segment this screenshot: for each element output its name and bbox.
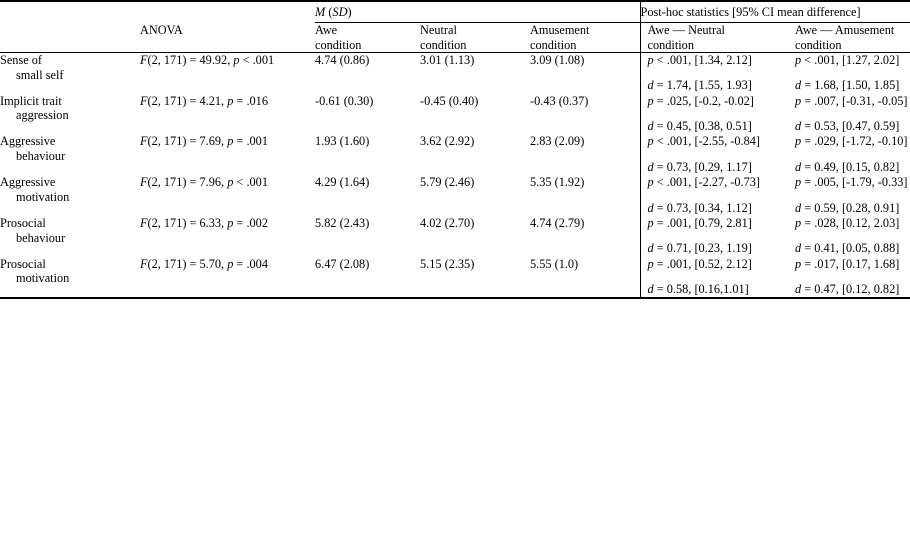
header-awe-line1: Awe bbox=[315, 23, 338, 37]
row-5-posthoc-awe-amusement bbox=[788, 257, 910, 299]
header-group-msd bbox=[315, 1, 640, 23]
header-neutral-line1: Neutral bbox=[420, 23, 457, 37]
header-anova: ANOVA bbox=[140, 23, 315, 53]
table-row bbox=[0, 134, 910, 175]
header-anova-spacer bbox=[140, 1, 315, 23]
row-1-posthoc-awe-neutral bbox=[640, 94, 788, 135]
header-awe-line2: condition bbox=[315, 37, 362, 52]
header-neutral-line2: condition bbox=[420, 37, 467, 52]
row-4-ph2-p: p = .028, [0.12, 2.03] bbox=[795, 215, 900, 230]
row-3-ph1-p: p < .001, [-2.27, -0.73] bbox=[647, 175, 761, 190]
header-posthoc-awe-amusement bbox=[788, 23, 910, 53]
header-group-posthoc bbox=[640, 1, 910, 23]
row-label-5-line2: motivation bbox=[16, 271, 70, 286]
header-posthoc-awe-amusement-line2: condition bbox=[795, 37, 842, 52]
table-row bbox=[0, 216, 910, 257]
row-3-ph1-d: d = 0.73, [0.34, 1.12] bbox=[647, 200, 752, 215]
row-1-neutral: -0.45 (0.40) bbox=[420, 93, 479, 108]
row-2-ph2-p: p = .029, [-1.72, -0.10] bbox=[795, 134, 908, 149]
row-label-1-line1: Implicit trait bbox=[0, 93, 62, 108]
header-posthoc-awe-neutral bbox=[640, 23, 788, 53]
header-empty-corner bbox=[0, 1, 140, 23]
row-2-neutral: 3.62 (2.92) bbox=[420, 134, 475, 149]
row-5-anova: F(2, 171) = 5.70, p = .004 bbox=[140, 257, 315, 299]
header-posthoc-awe-amusement-line1: Awe — Amusement bbox=[795, 23, 895, 37]
row-label-2-line1: Aggressive bbox=[0, 134, 56, 149]
row-5-ph2-d: d = 0.47, [0.12, 0.82] bbox=[795, 281, 900, 296]
row-4-awe: 5.82 (2.43) bbox=[315, 215, 370, 230]
row-5-ph2-p: p = .017, [0.17, 1.68] bbox=[795, 256, 900, 271]
row-4-neutral: 4.02 (2.70) bbox=[420, 215, 475, 230]
row-1-awe: -0.61 (0.30) bbox=[315, 93, 374, 108]
table-row bbox=[0, 175, 910, 216]
row-2-posthoc-awe-neutral bbox=[640, 134, 788, 175]
row-label-3-line1: Aggressive bbox=[0, 175, 56, 190]
row-3-posthoc-awe-amusement bbox=[788, 175, 910, 216]
row-0-ph1-d: d = 1.74, [1.55, 1.93] bbox=[647, 78, 752, 93]
row-5-neutral: 5.15 (2.35) bbox=[420, 257, 530, 299]
table-row bbox=[0, 94, 910, 135]
header-measure bbox=[0, 23, 140, 53]
row-5-ph1-d: d = 0.58, [0.16,1.01] bbox=[647, 281, 749, 296]
row-0-anova: F(2, 171) = 49.92, p < .001 bbox=[140, 53, 275, 67]
row-label-0 bbox=[0, 53, 140, 94]
row-5-awe: 6.47 (2.08) bbox=[315, 257, 420, 299]
row-4-ph2-d: d = 0.41, [0.05, 0.88] bbox=[795, 241, 900, 256]
row-label-2 bbox=[0, 134, 140, 175]
row-3-posthoc-awe-neutral bbox=[640, 175, 788, 216]
row-3-awe: 4.29 (1.64) bbox=[315, 175, 370, 190]
row-3-ph2-p: p = .005, [-1.79, -0.33] bbox=[795, 175, 908, 190]
row-label-0-line2: small self bbox=[16, 67, 64, 82]
row-label-4-line1: Prosocial bbox=[0, 215, 46, 230]
row-3-ph2-d: d = 0.59, [0.28, 0.91] bbox=[795, 200, 900, 215]
row-0-ph2-p: p < .001, [1.27, 2.02] bbox=[795, 53, 900, 67]
row-2-ph1-d: d = 0.73, [0.29, 1.17] bbox=[647, 159, 752, 174]
row-0-ph1-p: p < .001, [1.34, 2.12] bbox=[647, 53, 752, 67]
header-group-posthoc-label: Post-hoc statistics [95% CI mean difference] bbox=[641, 2, 910, 23]
row-5-amusement: 5.55 (1.0) bbox=[530, 257, 640, 299]
header-neutral-condition bbox=[420, 23, 530, 53]
row-label-5 bbox=[0, 257, 140, 299]
row-4-ph1-p: p = .001, [0.79, 2.81] bbox=[647, 215, 752, 230]
row-1-ph1-p: p = .025, [-0.2, -0.02] bbox=[647, 93, 754, 108]
row-2-ph2-d: d = 0.49, [0.15, 0.82] bbox=[795, 159, 900, 174]
row-2-ph1-p: p < .001, [-2.55, -0.84] bbox=[647, 134, 761, 149]
row-4-posthoc-awe-neutral bbox=[640, 216, 788, 257]
header-amusement-line2: condition bbox=[530, 37, 577, 52]
row-label-2-line2: behaviour bbox=[16, 149, 66, 164]
row-1-posthoc-awe-amusement bbox=[788, 94, 910, 135]
row-label-3-line2: motivation bbox=[16, 189, 70, 204]
row-2-posthoc-awe-amusement bbox=[788, 134, 910, 175]
row-label-1 bbox=[0, 94, 140, 135]
row-0-awe: 4.74 (0.86) bbox=[315, 53, 370, 67]
row-label-5-line1: Prosocial bbox=[0, 256, 46, 271]
header-posthoc-awe-neutral-line2: condition bbox=[647, 37, 694, 52]
row-0-ph2-d: d = 1.68, [1.50, 1.85] bbox=[795, 78, 900, 93]
row-2-amusement: 2.83 (2.09) bbox=[530, 134, 585, 149]
row-3-anova: F(2, 171) = 7.96, p < .001 bbox=[140, 175, 268, 190]
row-4-anova: F(2, 171) = 6.33, p = .002 bbox=[140, 215, 268, 230]
row-1-ph2-p: p = .007, [-0.31, -0.05] bbox=[795, 93, 908, 108]
row-0-neutral: 3.01 (1.13) bbox=[420, 53, 475, 67]
row-3-amusement: 5.35 (1.92) bbox=[530, 175, 585, 190]
row-0-posthoc-awe-amusement bbox=[788, 53, 910, 94]
row-5-ph1-p: p = .001, [0.52, 2.12] bbox=[647, 256, 752, 271]
header-awe-condition bbox=[315, 23, 420, 53]
header-column-row bbox=[0, 23, 910, 53]
row-2-anova: F(2, 171) = 7.69, p = .001 bbox=[140, 134, 268, 149]
row-label-0-line1: Sense of bbox=[0, 53, 43, 67]
header-posthoc-awe-neutral-line1: Awe — Neutral bbox=[647, 23, 725, 37]
row-1-ph1-d: d = 0.45, [0.38, 0.51] bbox=[647, 119, 752, 134]
row-4-posthoc-awe-amusement bbox=[788, 216, 910, 257]
row-4-ph1-d: d = 0.71, [0.23, 1.19] bbox=[647, 241, 752, 256]
row-3-neutral: 5.79 (2.46) bbox=[420, 175, 475, 190]
row-4-amusement: 4.74 (2.79) bbox=[530, 215, 585, 230]
table-body bbox=[0, 53, 910, 299]
row-label-4-line2: behaviour bbox=[16, 230, 66, 245]
row-2-awe: 1.93 (1.60) bbox=[315, 134, 370, 149]
table-row bbox=[0, 53, 910, 94]
row-0-amusement: 3.09 (1.08) bbox=[530, 53, 585, 67]
row-label-4 bbox=[0, 216, 140, 257]
header-amusement-line1: Amusement bbox=[530, 23, 590, 37]
header-amusement-condition bbox=[530, 23, 640, 53]
row-1-anova: F(2, 171) = 4.21, p = .016 bbox=[140, 93, 268, 108]
header-group-msd-label: M (SD) bbox=[315, 2, 640, 23]
row-1-ph2-d: d = 0.53, [0.47, 0.59] bbox=[795, 119, 900, 134]
table-header bbox=[0, 1, 910, 53]
header-group-row bbox=[0, 1, 910, 23]
row-label-1-line2: aggression bbox=[16, 108, 69, 123]
row-label-3 bbox=[0, 175, 140, 216]
row-1-amusement: -0.43 (0.37) bbox=[530, 93, 589, 108]
table-row bbox=[0, 257, 910, 299]
row-5-posthoc-awe-neutral bbox=[640, 257, 788, 299]
row-0-posthoc-awe-neutral bbox=[640, 53, 788, 94]
